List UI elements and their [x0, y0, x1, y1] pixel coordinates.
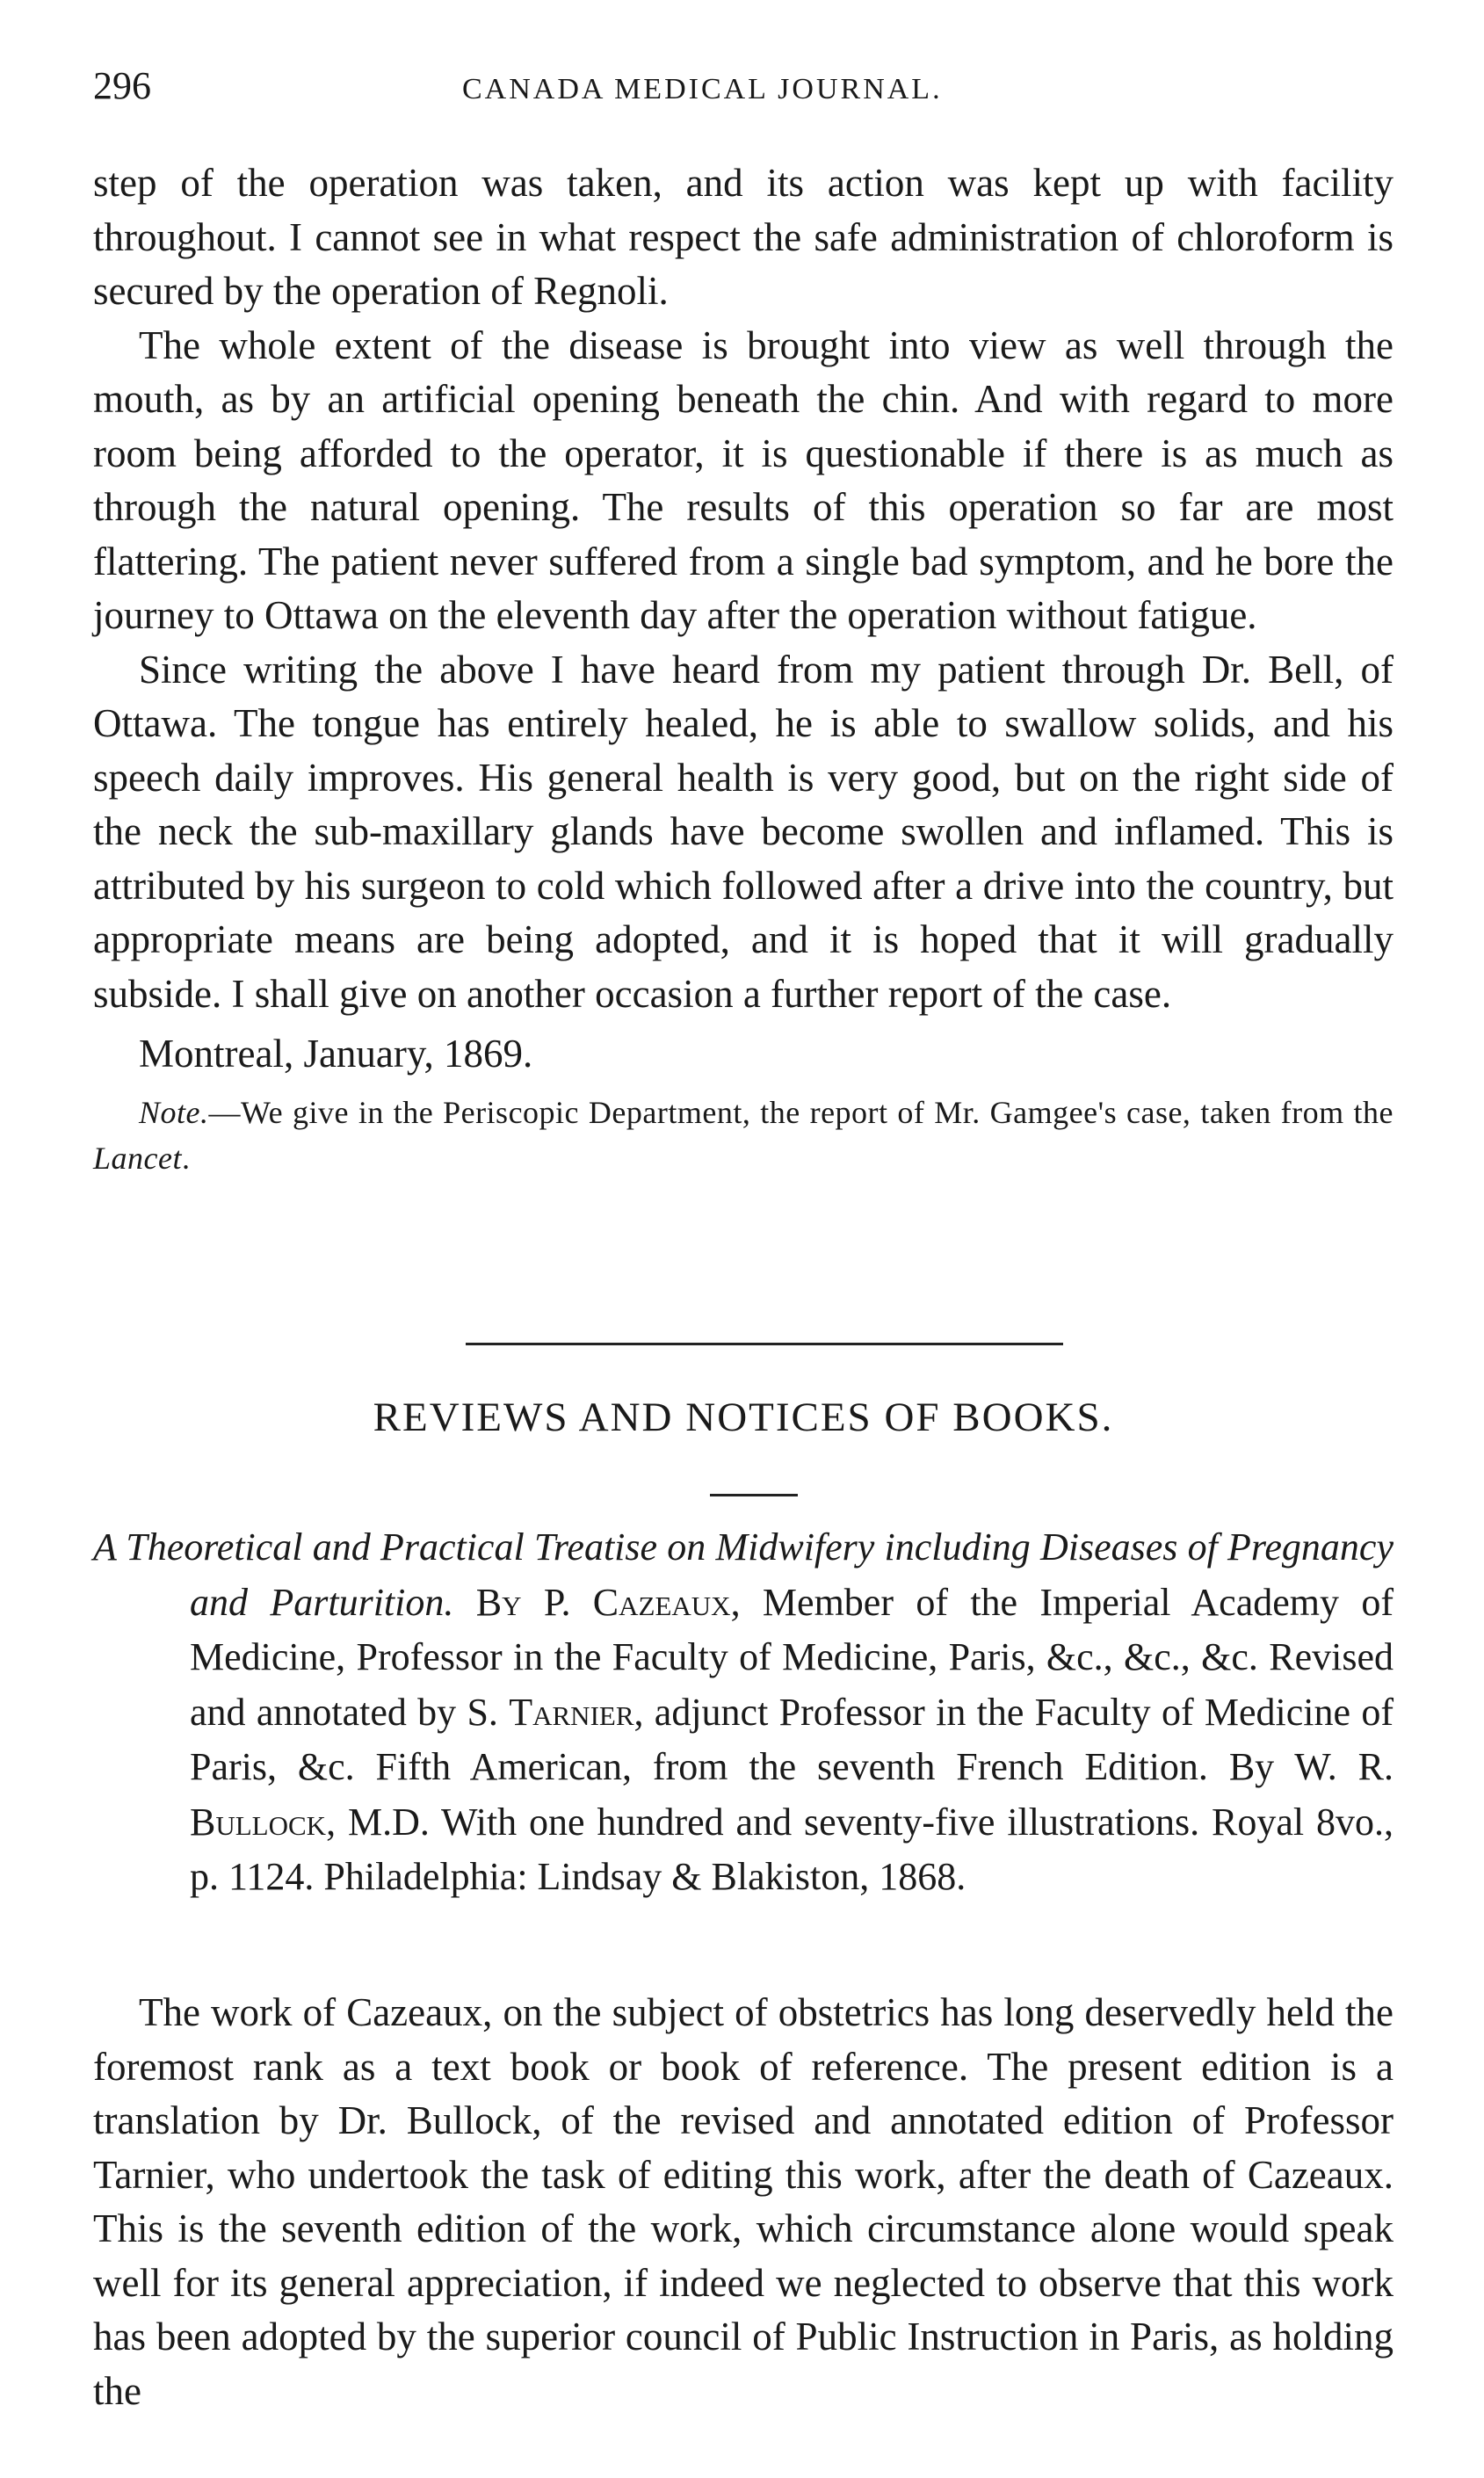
article-paragraph-1: step of the operation was taken, and its action was kept up with facility throughout. I cannot see in what respect the safe administration of chloroform is secured by the operation of Regnoli.: [93, 161, 1394, 313]
review-paragraph: The work of Cazeaux, on the subject of obstetrics has long deservedly held the foremost rank as a text book or book of reference. The present edition is a translation by Dr. Bullock, of the revised and annotated edition of Professor Tarnier, who undertook the task of editing this work, after the death of Cazeaux. This is the seventh edition of the work, which circumstance alone would speak well for its general appreciation, if indeed we neglected to observe that this work has been adopted by the superior council of Public Instruction in Paris, as holding the: [93, 1990, 1394, 2413]
translator-name: Bullock: [190, 1800, 327, 1844]
by-label: By: [475, 1580, 522, 1624]
section-divider-rule: [466, 1343, 1063, 1345]
article-continuation: [93, 156, 1394, 1181]
editorial-note: [93, 1090, 1394, 1181]
page-header: [93, 60, 1394, 112]
article-paragraph-3: Since writing the above I have heard from my patient through Dr. Bell, of Ottawa. The tongue has entirely healed, he is able to swallow solids, and his speech daily improves. His general health is very good, but on the right side of the neck the sub-maxillary glands have become swollen and inflamed. This is attributed by his surgeon to cold which followed after a drive into the country, but appropriate means are being adopted, and it is hoped that it will gradually subside. I shall give on another occasion a further report of the case.: [93, 647, 1394, 1016]
author-details: , Member of the Imperial Academy of Medicine, Professor in the Faculty of Medicine, Paris, &c., &c., &c. Revised and annotated by S.: [190, 1580, 1394, 1734]
publication-details: , M.D. With one hundred and seventy-five illustrations. Royal 8vo., p. 1124. Philadelphia: Lindsay & Blakiston, 1868.: [190, 1800, 1394, 1898]
section-title: REVIEWS AND NOTICES OF BOOKS.: [373, 1395, 1114, 1440]
title-underline-rule: [710, 1494, 798, 1496]
review-book-heading: [93, 1520, 1394, 1905]
running-head: CANADA MEDICAL JOURNAL.: [462, 73, 943, 105]
review-body: [93, 1986, 1394, 2418]
note-label: Note.: [139, 1095, 209, 1130]
book-title: A Theoretical and Practical Treatise on Midwifery including Diseases of Pregnancy and Parturition.: [93, 1525, 1394, 1624]
author-name: P. Cazeaux: [543, 1580, 731, 1624]
reviser-name: Tarnier: [509, 1690, 634, 1734]
page-number: 296: [93, 64, 151, 107]
dateline: Montreal, January, 1869.: [139, 1032, 533, 1076]
note-source: Lancet: [93, 1141, 182, 1176]
note-text: —We give in the Periscopic Department, the report of Mr. Gamgee's case, taken from the: [208, 1095, 1394, 1130]
note-end: .: [181, 1141, 191, 1176]
article-paragraph-2: The whole extent of the disease is brought into view as well through the mouth, as by an artificial opening beneath the chin. And with regard to more room being afforded to the operator, it is questionable if there is as much as through the natural opening. The results of this operation so far are most flattering. The patient never suffered from a single bad symptom, and he bore the journey to Ottawa on the eleventh day after the operation without fatigue.: [93, 322, 1394, 637]
reviser-details: , adjunct Professor in the Faculty of Medicine of Paris, &c. Fifth American, from the seventh French Edition. By W. R.: [190, 1690, 1394, 1788]
